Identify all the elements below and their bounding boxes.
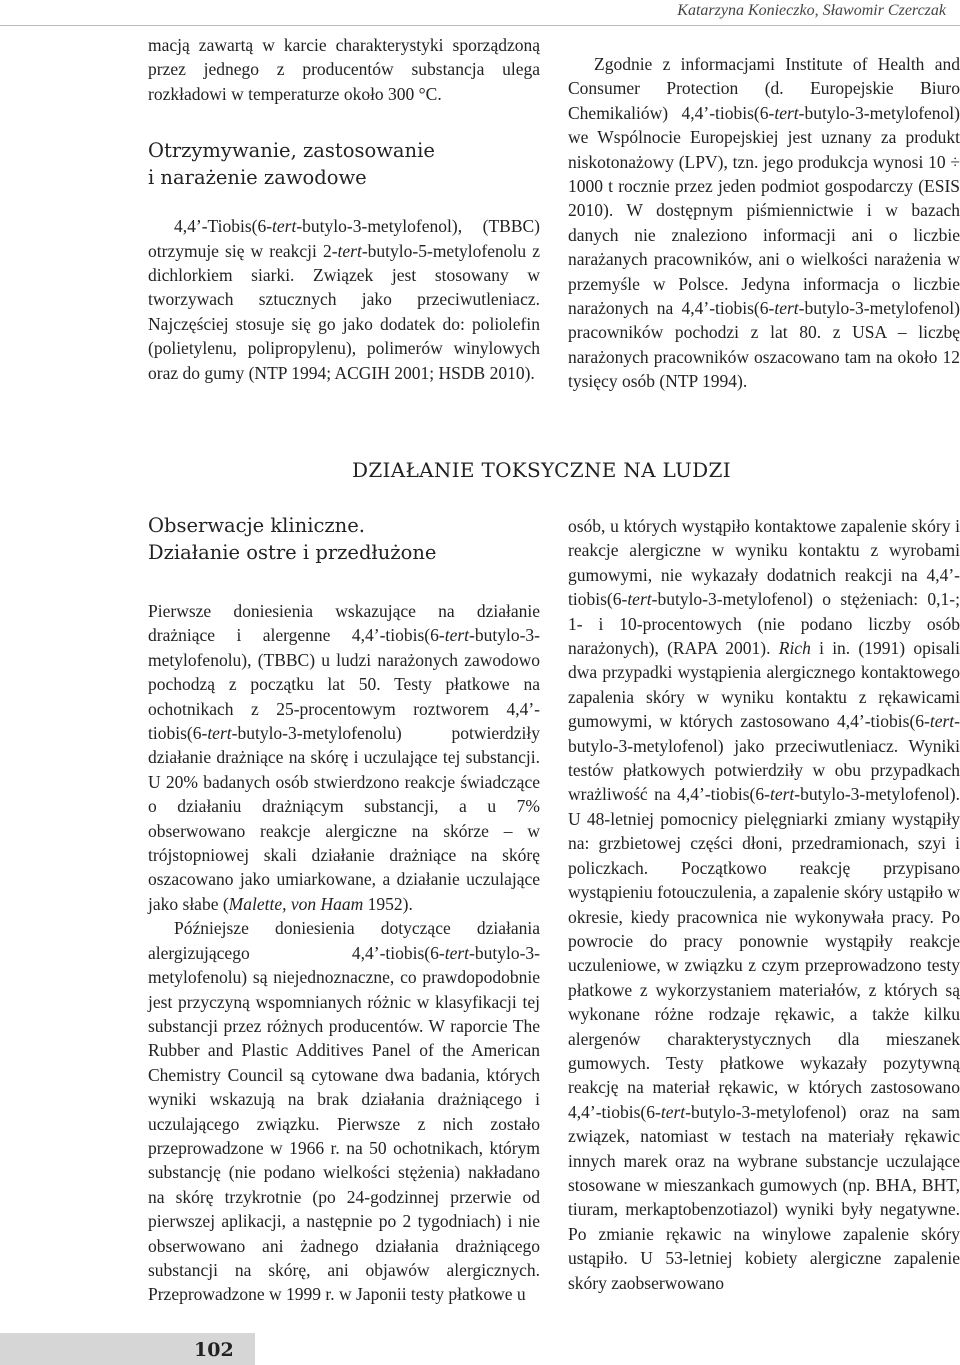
running-head-authors: Katarzyna Konieczko, Sławomir Czerczak bbox=[677, 2, 946, 19]
heading-line: Otrzymywanie, zastosowanie bbox=[148, 139, 435, 163]
text-run: i in. (1991) opisali dwa przypadki wystąpienia alergicznego kontaktowego zapalenia skóry w wyniku kontaktu z rękawicami gumowymi, w których zastosowano 4,4’-tiobis(6- bbox=[568, 638, 960, 732]
text-run: -butylo-3-metylofenol) jako przeciwutleniacz. Wyniki testów płatkowych potwierdziły w obu przypadkach wrażliwość na 4,4’-tiobis(6- bbox=[568, 711, 960, 805]
italic-run: tert bbox=[444, 625, 470, 646]
italic-run: tert bbox=[444, 942, 470, 963]
italic-run: tert bbox=[774, 102, 799, 123]
italic-run: tert bbox=[660, 1101, 686, 1122]
text-run: -butylo-3-metylofenol), (TBBC) otrzymuje się w reakcji 2- bbox=[148, 216, 540, 261]
exposure-paragraph bbox=[568, 52, 960, 394]
bottom-left-column bbox=[148, 512, 540, 1307]
text-run: -butylo-3-metylofenolu) potwierdziły działanie drażniące na skórę i uczulające tej substancji. U 20% badanych osób stwierdzono reakcje świadczące o działaniu drażniącym substancji, a u 7% obserwowano reakcje alergiczne na skórze – w trójstopniowej skali działanie drażniące na skórę oszacowano jako umiarkowane, a działanie uczulające jako słabe ( bbox=[148, 723, 540, 914]
clinical-paragraph-3 bbox=[568, 514, 960, 1295]
text-run: osób, u których wystąpiło kontaktowe zapalenie skóry i reakcje alergiczne w wyniku kontaktu z wyrobami gumowymi, nie wykazały dodatnich reakcji na 4,4’-tiobis(6- bbox=[568, 516, 960, 610]
text-run: -butylo-3-metylofenolu) są niejednoznaczne, co prawdopodobnie jest przyczyną wspomnianych różnic w klasyfikacji tej substancji przez różnych producentów. W raporcie The Rubber and Plastic Additives Panel of the American Chemistry Council są cytowane dwa badania, których wyniki wskazują na brak działania drażniącego i uczulającego związku. Pierwsze z nich zostało przeprowadzone w 1966 r. na 50 ochotnikach, którym substancję (nie podano wielkości stężenia) nakładano na skórę trzykrotnie (po 24-godzinnej przerwie od pierwszej aplikacji, a następnie po 2 tygodniach) i nie obserwowano ani żadnego działania drażniącego substancji na skórę, ani objawów alergicznych. Przeprowadzone w 1999 r. w Japonii testy płatkowe u bbox=[148, 942, 540, 1305]
text-run: 1952). bbox=[363, 893, 413, 914]
italic-run: tert bbox=[769, 784, 795, 805]
text-run: 4,4’-Tiobis(6- bbox=[174, 216, 273, 237]
production-paragraph bbox=[148, 214, 540, 385]
italic-run: tert bbox=[337, 240, 362, 261]
text-run: Pierwsze doniesienia wskazujące na działanie drażniące i alergenne 4,4’-tiobis(6- bbox=[148, 601, 540, 646]
text-run: Zgodnie z informacjami Institute of Health and Consumer Protection (d. Europejskie Biuro Chemikaliów) 4,4’-tiobis(6- bbox=[568, 54, 960, 123]
italic-run: tert bbox=[272, 216, 297, 237]
text-run: -butylo-3-metylofenolu), (TBBC) u ludzi narażonych zawodowo pochodzą z początku lat 50. Testy płatkowe na ochotnikach z 25-procentowym roztworem 4,4’-tiobis(6- bbox=[148, 625, 540, 744]
continued-paragraph: macją zawartą w karcie charakterystyki sporządzoną przez jednego z producentów substancja ulega rozkładowi w temperaturze około 300 °C. bbox=[148, 35, 540, 104]
italic-run: Rich bbox=[778, 638, 811, 659]
italic-run: Malette, von Haam bbox=[228, 893, 364, 914]
italic-run: tert bbox=[627, 589, 652, 610]
text-run: -butylo-5-metylofenolu z dichlorkiem siarki. Związek jest stosowany w tworzywach sztucznych jako przeciwutleniacz. Najczęściej stosuje się go jako dodatek do: poliolefin (polietylenu, polipropylenu), polimerów winylowych oraz do gumy (NTP 1994; ACGIH 2001; HSDB 2010). bbox=[148, 240, 540, 383]
text-run: Późniejsze doniesienia dotyczące działania alergizującego 4,4’-tiobis(6- bbox=[148, 918, 540, 963]
header-rule bbox=[0, 25, 960, 26]
italic-run: tert bbox=[774, 298, 799, 319]
text-run: -butylo-3-metylofenol) oraz na sam związek, natomiast w testach na materiały rękawic innych marek oraz na wybrane substancje uczulające stosowane w mieszankach gumowych (np. BHA, BHT, tiuram, merkaptobenzotiazol) wyniki były negatywne. Po zmianie rękawic na winylowe zapalenie skóry ustąpiło. U 53-letniej kobiety alergiczne zapalenie skóry zaobserwowano bbox=[568, 1101, 960, 1293]
section-heading-production bbox=[148, 137, 540, 191]
heading-line: Działanie ostre i przedłużone bbox=[148, 541, 437, 564]
clinical-paragraph-2 bbox=[148, 916, 540, 1307]
page-number: 102 bbox=[194, 1339, 234, 1361]
bottom-right-column bbox=[568, 514, 960, 1295]
text-run: -butylo-3-metylofenol) pracowników pochodzi z lat 80. z USA – liczbę narażonych pracowników oszacowano tam na około 12 tysięcy osób (NTP 1994). bbox=[568, 298, 960, 392]
top-right-column bbox=[568, 52, 960, 394]
italic-run: tert bbox=[929, 711, 955, 732]
top-left-column bbox=[148, 33, 540, 385]
text-run: -butylo-3-metylofenol) o stężeniach: 0,1-; 1- i 10-procentowych (nie podano liczby osób narażonych), (RAPA 2001). bbox=[568, 589, 960, 659]
clinical-paragraph-1 bbox=[148, 599, 540, 916]
heading-line: i narażenie zawodowe bbox=[148, 166, 367, 190]
text-run: -butylo-3-metylofenol). U 48-letniej pomocnicy pielęgniarki zmiany wystąpiły na: grzbietowej części dłoni, przedramionach, szyi i policzkach. Początkowo reakcję przypisano wystąpieniu fotouczulenia, a zapalenie skóry ustąpiło w okresie, kiedy pracownica nie wykonywała pracy. Po powrocie do pracy ponownie wystąpiły reakcje uczuleniowe, w związku z czym przeprowadzono testy płatkowe z wykorzystaniem materiałów, z których są wykonane różne rodzaje rękawic, a także kilku alergenów charakterystycznych dla mieszanek gumowych. Testy płatkowe wykazały pozytywną reakcję na materiał rękawic, w których zastosowano 4,4’-tiobis(6- bbox=[568, 784, 960, 1122]
text-run: -butylo-3-metylofenol) we Wspólnocie Europejskiej jest uznany za produkt niskotonażowy (LPV), tzn. jego produkcja wynosi 10 ÷ 1000 t rocznie przez jeden podmiot gospodarczy (ESIS 2010). W dostępnym piśmiennictwie i w bazach danych nie znaleziono informacji ani o liczbie narażanych pracowników, ani o wielkości narażenia w przemyśle w Polsce. Jedyna informacja o liczbie narażonych na 4,4’-tiobis(6- bbox=[568, 102, 960, 319]
italic-run: tert bbox=[207, 723, 232, 744]
heading-line: Obserwacje kliniczne. bbox=[148, 514, 365, 537]
section-title-toxicity: DZIAŁANIE TOKSYCZNE NA LUDZI bbox=[352, 458, 731, 482]
section-heading-clinical bbox=[148, 512, 540, 566]
